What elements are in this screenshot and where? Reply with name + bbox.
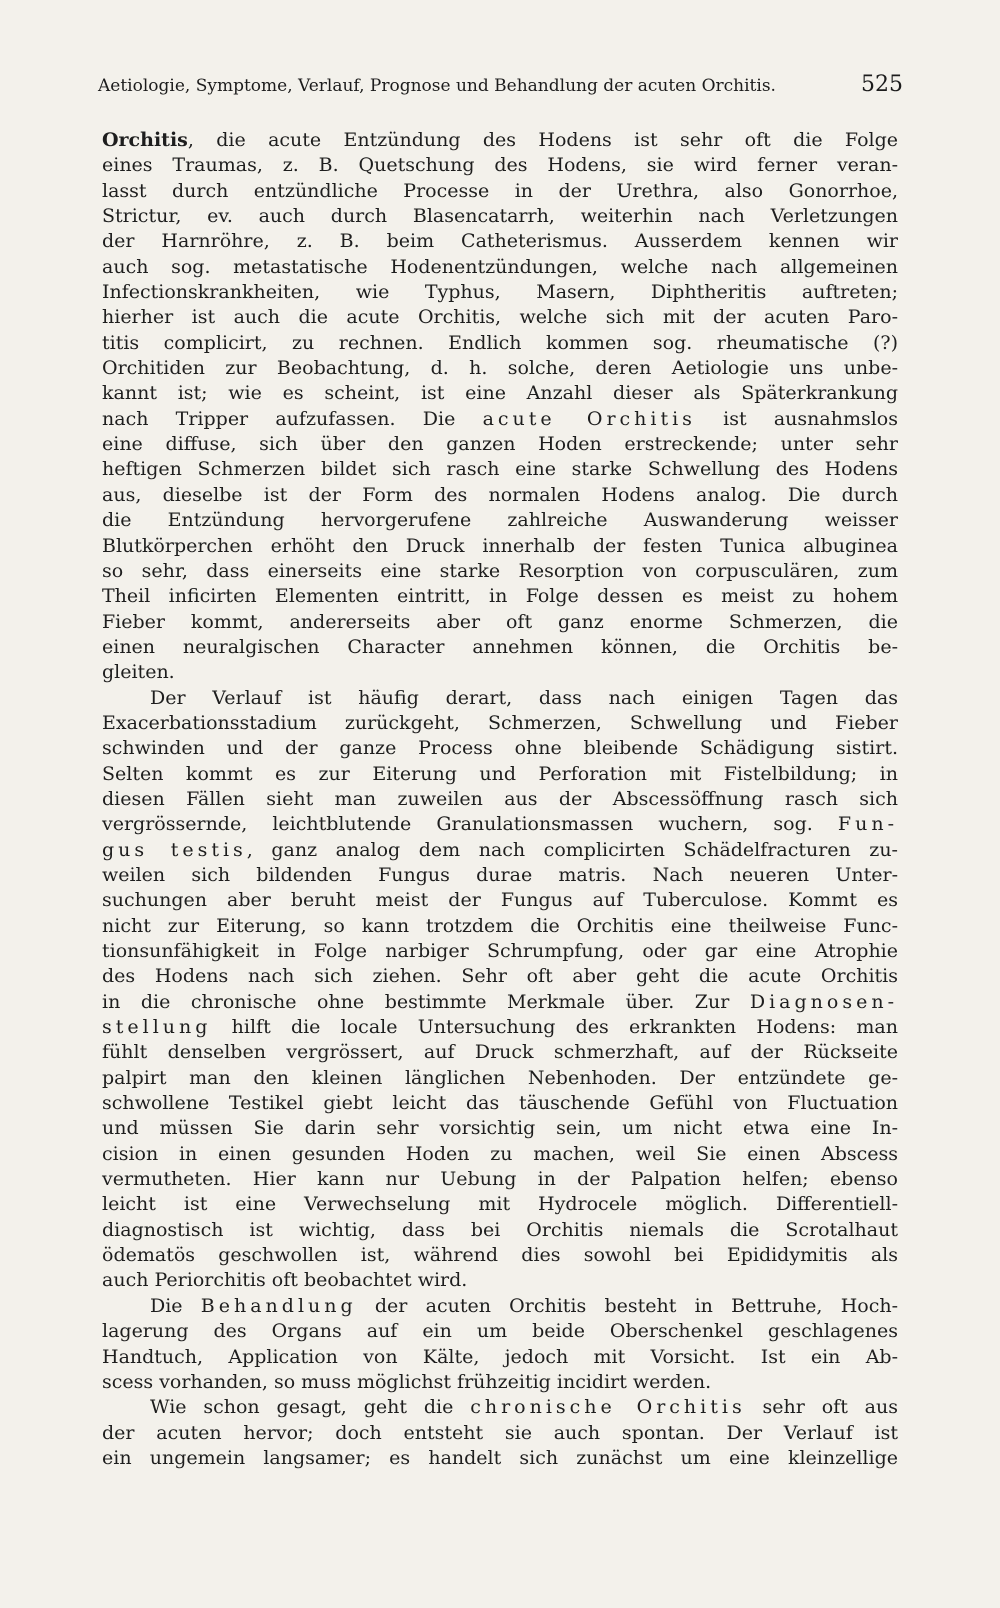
text-run: Der Verlauf ist häufig derart, dass nach einigen Tagen das [150, 686, 898, 709]
text-run: titis complicirt, zu rechnen. Endlich kommen sog. rheumatische (?) [102, 331, 898, 354]
text-line [102, 1345, 898, 1370]
text-line [102, 736, 898, 761]
text-line [102, 914, 898, 939]
running-header [98, 70, 903, 100]
text-run: schwinden und der ganze Process ohne bleibende Schädigung sistirt. [102, 737, 898, 760]
text-line [102, 888, 898, 913]
spaced-emphasis: Fun- [837, 813, 898, 836]
text-line [102, 229, 898, 254]
text-line [102, 381, 898, 406]
text-run: , ganz analog dem nach complicirten Schädelfracturen zu- [246, 838, 898, 861]
text-run: tionsunfähigkeit in Folge narbiger Schrumpfung, oder gar eine Atrophie [102, 940, 898, 962]
text-run: Strictur, ev. auch durch Blasencatarrh, weiterhin nach Verletzungen [102, 205, 898, 228]
text-run: die Entzündung hervorgerufene zahlreiche Auswanderung weisser [102, 509, 898, 532]
text-run: scess vorhanden, so muss möglichst frühzeitig incidirt werden. [102, 1370, 712, 1393]
text-run: fühlt denselben vergrössert, auf Druck schmerzhaft, auf der Rückseite [102, 1041, 898, 1064]
text-run: Infectionskrankheiten, wie Typhus, Masern, Diphtheritis auftreten; [102, 281, 898, 304]
running-title: Aetiologie, Symptome, Verlauf, Prognose und Behandlung der acuten Orchitis. [98, 76, 776, 96]
text-run: aus, dieselbe ist der Form des normalen Hodens analog. Die durch [102, 483, 898, 506]
text-line [102, 812, 898, 837]
text-line [102, 584, 898, 609]
page-number: 525 [861, 72, 903, 97]
text-run: ist ausnahmslos [695, 407, 898, 430]
text-run: leicht ist eine Verwechselung mit Hydrocele möglich. Differentiell- [102, 1193, 898, 1216]
text-line [102, 1294, 898, 1319]
text-run: nicht zur Eiterung, so kann trotzdem die Orchitis eine theilweise Func- [102, 914, 898, 937]
text-run: und müssen Sie darin sehr vorsichtig sein, um nicht etwa eine In- [102, 1117, 898, 1140]
text-run: ein ungemein langsamer; es handelt sich zunächst um eine kleinzellige [102, 1446, 898, 1469]
text-run: Exacerbationsstadium zurückgeht, Schmerzen, Schwellung und Fieber [102, 711, 898, 734]
text-run: vergrössernde, leichtblutende Granulationsmassen wuchern, sog. [102, 813, 838, 836]
text-line [102, 660, 898, 685]
text-run: hierher ist auch die acute Orchitis, welche sich mit der acuten Paro- [102, 306, 898, 329]
text-line [102, 1142, 898, 1167]
text-line [102, 153, 898, 178]
text-run: Theil inficirten Elementen eintritt, in Folge dessen es meist zu hohem [102, 585, 898, 608]
spaced-emphasis: Behandlung [200, 1294, 357, 1317]
text-run: , die acute Entzündung des Hodens ist sehr oft die Folge [187, 129, 898, 151]
text-line [102, 1066, 898, 1091]
text-line [102, 990, 898, 1015]
text-line [102, 407, 898, 432]
text-run: eine diffuse, sich über den ganzen Hoden erstreckende; unter sehr [102, 433, 898, 456]
text-line [102, 1268, 898, 1293]
text-run: heftigen Schmerzen bildet sich rasch eine starke Schwellung des Hodens [102, 458, 898, 481]
text-run: so sehr, dass einerseits eine starke Resorption von corpusculären, zum [102, 559, 898, 582]
text-line [102, 483, 898, 508]
text-line [102, 1192, 898, 1217]
text-line [102, 711, 898, 736]
text-line [102, 1015, 898, 1040]
text-run: hilft die locale Untersuchung des erkrankten Hodens: man [211, 1016, 898, 1039]
text-run: der acuten hervor; doch entsteht sie auch spontan. Der Verlauf ist [102, 1421, 898, 1444]
text-line [102, 305, 898, 330]
text-run: diagnostisch ist wichtig, dass bei Orchitis niemals die Scrotalhaut [102, 1218, 898, 1241]
text-line [102, 1167, 898, 1192]
text-line [102, 280, 898, 305]
text-line [102, 1243, 898, 1268]
text-run: vermutheten. Hier kann nur Uebung in der Palpation helfen; ebenso [102, 1168, 898, 1191]
text-line [102, 1116, 898, 1141]
text-run: kannt ist; wie es scheint, ist eine Anzahl dieser als Späterkrankung [102, 382, 898, 405]
text-line [102, 1370, 898, 1395]
spaced-emphasis: acute Orchitis [482, 407, 696, 430]
text-run: Fieber kommt, andererseits aber oft ganz enorme Schmerzen, die [102, 610, 898, 633]
text-line [102, 762, 898, 787]
text-line [102, 1446, 898, 1471]
text-run: lagerung des Organs auf ein um beide Oberschenkel geschlagenes [102, 1320, 898, 1343]
spaced-emphasis: gus testis [102, 838, 247, 861]
text-line [102, 204, 898, 229]
text-line [102, 356, 898, 381]
spaced-emphasis: Diagnosen- [749, 990, 898, 1013]
text-run: nach Tripper aufzufassen. Die [102, 407, 483, 430]
text-run: der acuten Orchitis besteht in Bettruhe, Hoch- [356, 1294, 898, 1317]
text-line [102, 1421, 898, 1446]
text-run: der Harnröhre, z. B. beim Catheterismus. Ausserdem kennen wir [102, 230, 898, 253]
text-line [102, 1040, 898, 1065]
text-line [102, 457, 898, 482]
text-line [102, 1091, 898, 1116]
body-text [102, 128, 898, 1471]
text-line [102, 508, 898, 533]
text-run: gleiten. [102, 661, 175, 684]
text-run: ödematös geschwollen ist, während dies sowohl bei Epididymitis als [102, 1244, 898, 1267]
text-run: diesen Fällen sieht man zuweilen aus der Abscessöffnung rasch sich [102, 787, 898, 810]
text-run: Blutkörperchen erhöht den Druck innerhalb der festen Tunica albuginea [102, 534, 898, 557]
text-run: schwollene Testikel giebt leicht das täuschende Gefühl von Fluctuation [102, 1092, 898, 1115]
spaced-emphasis: chronische Orchitis [470, 1396, 746, 1419]
text-line [102, 964, 898, 989]
text-run: Orchitiden zur Beobachtung, d. h. solche, deren Aetiologie uns unbe- [102, 357, 898, 380]
text-run: Wie schon gesagt, geht die [150, 1396, 471, 1419]
text-run: des Hodens nach sich ziehen. Sehr oft aber geht die acute Orchitis [102, 965, 898, 988]
text-run: in die chronische ohne bestimmte Merkmale über. Zur [102, 990, 750, 1013]
text-line [102, 559, 898, 584]
text-line [102, 787, 898, 812]
text-run: auch sog. metastatische Hodenentzündungen, welche nach allgemeinen [102, 255, 898, 278]
text-line [102, 610, 898, 635]
text-line [102, 838, 898, 863]
text-line [102, 1319, 898, 1344]
text-line [102, 1218, 898, 1243]
text-run: einen neuralgischen Character annehmen können, die Orchitis be- [102, 635, 898, 658]
spaced-emphasis: stellung [102, 1016, 212, 1039]
text-line [102, 128, 898, 153]
text-run: Handtuch, Application von Kälte, jedoch mit Vorsicht. Ist ein Ab- [102, 1345, 898, 1368]
text-run: Die [150, 1294, 201, 1317]
text-line [102, 534, 898, 559]
text-run: cision in einen gesunden Hoden zu machen, weil Sie einen Abscess [102, 1142, 898, 1165]
text-line [102, 635, 898, 660]
text-line [102, 863, 898, 888]
keyword-bold: Orchitis [102, 129, 188, 151]
text-run: Selten kommt es zur Eiterung und Perforation mit Fistelbildung; in [102, 762, 898, 785]
text-line [102, 432, 898, 457]
text-line [102, 1395, 898, 1420]
text-line [102, 939, 898, 964]
text-line [102, 686, 898, 711]
text-run: suchungen aber beruht meist der Fungus auf Tuberculose. Kommt es [102, 889, 898, 912]
text-run: lasst durch entzündliche Processe in der Urethra, also Gonorrhoe, [102, 179, 898, 202]
text-run: auch Periorchitis oft beobachtet wird. [102, 1269, 468, 1292]
text-line [102, 179, 898, 204]
text-run: sehr oft aus [745, 1396, 898, 1419]
text-run: eines Traumas, z. B. Quetschung des Hodens, sie wird ferner veran- [102, 154, 898, 177]
text-run: palpirt man den kleinen länglichen Nebenhoden. Der entzündete ge- [102, 1066, 898, 1089]
text-run: weilen sich bildenden Fungus durae matris. Nach neueren Unter- [102, 863, 898, 886]
text-line [102, 255, 898, 280]
text-line [102, 331, 898, 356]
